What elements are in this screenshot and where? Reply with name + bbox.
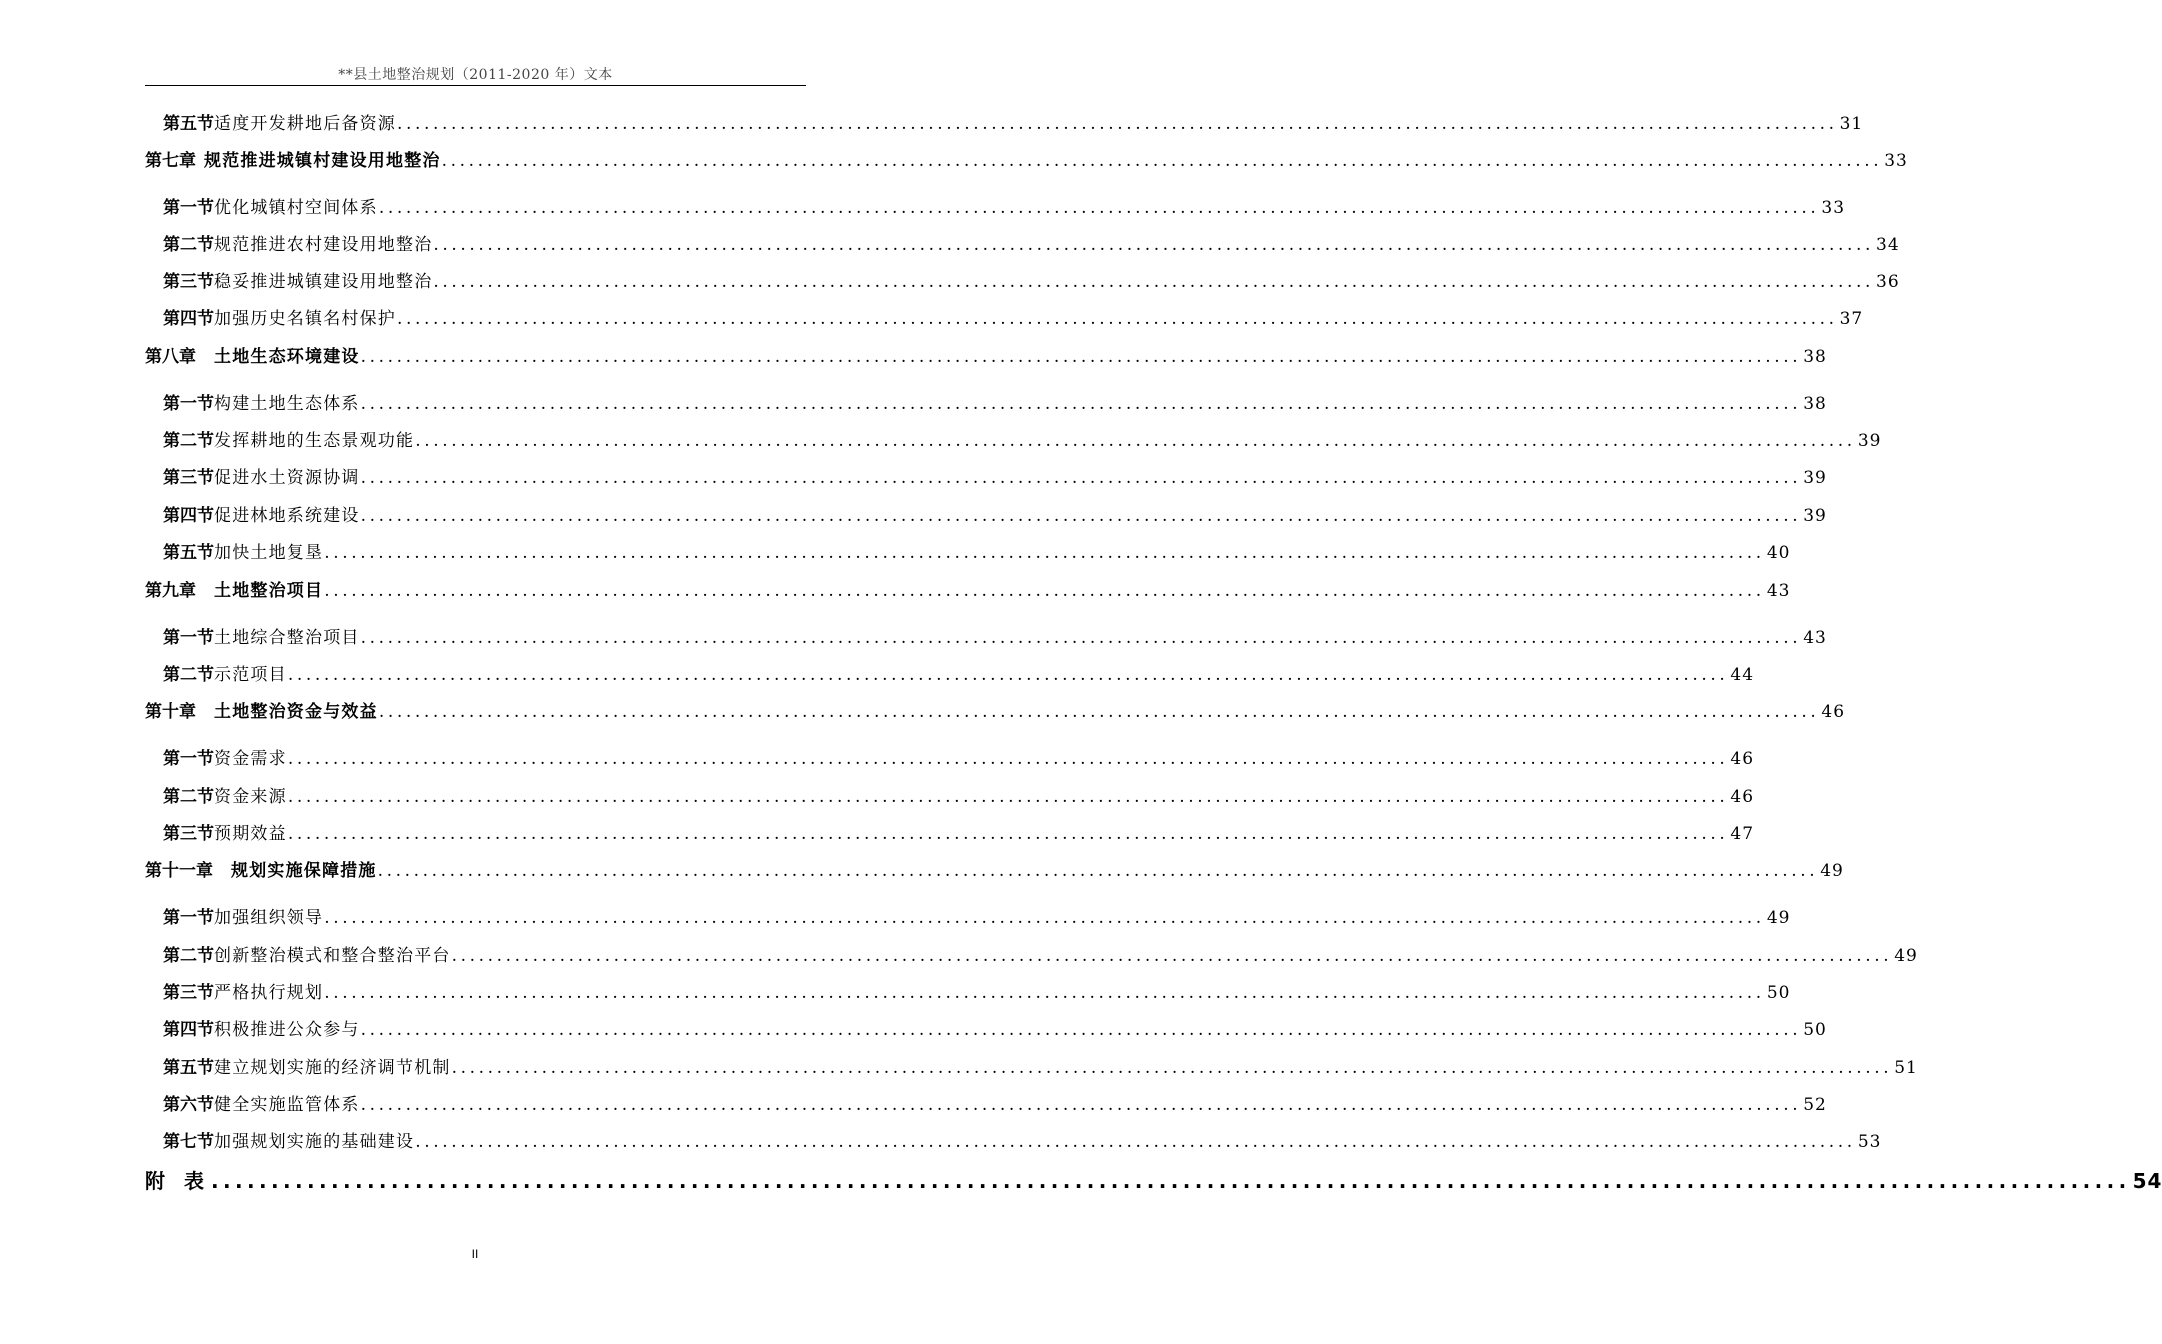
toc-entry-section[interactable] (163, 748, 1755, 770)
toc-entry-title: 资金需求 (214, 749, 287, 769)
toc-entry-label: 第五节 (163, 543, 214, 563)
toc-page-number: 46 (1730, 787, 1755, 807)
toc-dot-leader: ................................................................................................................................................................ (210, 1169, 2131, 1193)
toc-page-number: 38 (1803, 347, 1827, 367)
toc-dot-leader: ................................................................................................................................................................ (397, 114, 1838, 134)
toc-page-number: 54 (2132, 1169, 2162, 1193)
toc-entry-label: 第四节 (163, 309, 214, 329)
toc-entry-title: 附 表 (145, 1169, 210, 1193)
toc-page-number: 33 (1884, 151, 1908, 171)
toc-page-number: 50 (1803, 1020, 1827, 1040)
toc-entry-appendix[interactable] (145, 1168, 2162, 1194)
toc-entry-label: 第十章 (145, 702, 196, 722)
toc-entry-title: 土地综合整治项目 (214, 628, 360, 648)
toc-entry-chapter[interactable] (145, 150, 1908, 172)
toc-entry-title: 预期效益 (214, 824, 287, 844)
toc-entry-title: 稳妥推进城镇建设用地整治 (214, 272, 433, 292)
toc-dot-leader: ................................................................................................................................................................ (360, 628, 1802, 648)
toc-entry-title: 加快土地复垦 (214, 543, 324, 563)
toc-entry-title: 健全实施监管体系 (214, 1095, 360, 1115)
toc-entry-section[interactable] (163, 542, 1791, 564)
toc-entry-title: 加强历史名镇名村保护 (214, 309, 396, 329)
toc-entry-label: 第三节 (163, 983, 214, 1003)
toc-dot-leader: ................................................................................................................................................................ (397, 309, 1838, 329)
toc-dot-leader: ................................................................................................................................................................ (360, 506, 1802, 526)
toc-dot-leader: ................................................................................................................................................................ (360, 1020, 1802, 1040)
toc-dot-leader: ................................................................................................................................................................ (378, 198, 1820, 218)
toc-entry-chapter[interactable] (145, 860, 1844, 882)
toc-page-number: 33 (1821, 198, 1846, 218)
toc-entry-label: 第二节 (163, 665, 214, 685)
toc-entry-section[interactable] (163, 1131, 1882, 1153)
toc-entry-label: 第二节 (163, 787, 214, 807)
toc-page-number: 49 (1766, 908, 1791, 928)
toc-page-number: 39 (1803, 468, 1827, 488)
toc-entry-label: 第一节 (163, 628, 214, 648)
toc-entry-title: 建立规划实施的经济调节机制 (214, 1058, 451, 1078)
toc-entry-label: 第一节 (163, 749, 214, 769)
toc-page-number: 38 (1803, 394, 1827, 414)
toc-entry-chapter[interactable] (145, 701, 1846, 723)
toc-entry-label: 第七节 (163, 1132, 214, 1152)
toc-dot-leader: ................................................................................................................................................................ (287, 665, 1729, 685)
toc-entry-section[interactable] (163, 627, 1827, 649)
toc-entry-title: 严格执行规划 (214, 983, 324, 1003)
toc-entry-section[interactable] (163, 197, 1846, 219)
toc-entry-title: 促进林地系统建设 (214, 506, 360, 526)
toc-entry-chapter[interactable] (145, 580, 1791, 602)
toc-page-number: 34 (1876, 235, 1900, 255)
toc-page-number: 36 (1876, 272, 1900, 292)
toc-entry-title: 适度开发耕地后备资源 (214, 114, 396, 134)
toc-dot-leader: ................................................................................................................................................................ (360, 347, 1802, 367)
toc-dot-leader: ................................................................................................................................................................ (377, 861, 1819, 881)
toc-entry-title: 规范推进城镇村建设用地整治 (204, 151, 441, 171)
toc-entry-section[interactable] (163, 505, 1827, 527)
toc-entry-section[interactable] (163, 1057, 1918, 1079)
toc-entry-label: 第五节 (163, 114, 214, 134)
page-number: II (471, 1247, 479, 1261)
toc-entry-section[interactable] (163, 1019, 1827, 1041)
toc-page-number: 40 (1766, 543, 1791, 563)
toc-entry-section[interactable] (163, 467, 1827, 489)
toc-entry-label: 第六节 (163, 1095, 214, 1115)
toc-entry-title: 规划实施保障措施 (231, 861, 377, 881)
toc-entry-section[interactable] (163, 113, 1864, 135)
toc-entry-section[interactable] (163, 1094, 1827, 1116)
toc-entry-title: 土地整治资金与效益 (214, 702, 378, 722)
toc-page-number: 39 (1857, 431, 1882, 451)
toc-entry-title: 构建土地生态体系 (214, 394, 360, 414)
toc-dot-leader: ................................................................................................................................................................ (451, 1058, 1893, 1078)
toc-entry-label: 第三节 (163, 468, 214, 488)
toc-dot-leader: ................................................................................................................................................................ (415, 1132, 1856, 1152)
toc-dot-leader: ................................................................................................................................................................ (360, 468, 1802, 488)
toc-entry-label: 第五节 (163, 1058, 214, 1078)
toc-entry-title: 土地整治项目 (214, 581, 324, 601)
toc-entry-label: 第一节 (163, 198, 214, 218)
toc-entry-label: 第二节 (163, 235, 214, 255)
toc-dot-leader: ................................................................................................................................................................ (324, 581, 1765, 601)
toc-entry-label: 第二节 (163, 431, 214, 451)
toc-entry-label: 第三节 (163, 824, 214, 844)
toc-entry-section[interactable] (163, 664, 1755, 686)
toc-entry-label: 第二节 (163, 946, 214, 966)
toc-dot-leader: ................................................................................................................................................................ (378, 702, 1820, 722)
toc-dot-leader: ................................................................................................................................................................ (451, 946, 1893, 966)
toc-dot-leader: ................................................................................................................................................................ (287, 787, 1729, 807)
toc-entry-label: 第四节 (163, 1020, 214, 1040)
toc-entry-label: 第一节 (163, 908, 214, 928)
toc-page-number: 53 (1857, 1132, 1882, 1152)
toc-page-number: 47 (1730, 824, 1755, 844)
toc-entry-section[interactable] (163, 308, 1864, 330)
toc-entry-title: 资金来源 (214, 787, 287, 807)
toc-dot-leader: ................................................................................................................................................................ (433, 272, 1875, 292)
toc-entry-section[interactable] (163, 271, 1900, 293)
toc-entry-title: 发挥耕地的生态景观功能 (214, 431, 415, 451)
toc-entry-title: 促进水土资源协调 (214, 468, 360, 488)
toc-page-number: 50 (1766, 983, 1791, 1003)
toc-entry-title: 规范推进农村建设用地整治 (214, 235, 433, 255)
toc-dot-leader: ................................................................................................................................................................ (324, 908, 1765, 928)
toc-entry-section[interactable] (163, 430, 1882, 452)
toc-entry-chapter[interactable] (145, 346, 1827, 368)
toc-page-number: 46 (1730, 749, 1755, 769)
toc-entry-section[interactable] (163, 907, 1791, 929)
toc-entry-title: 积极推进公众参与 (214, 1020, 360, 1040)
toc-entry-title: 加强规划实施的基础建设 (214, 1132, 415, 1152)
toc-dot-leader: ................................................................................................................................................................ (287, 824, 1729, 844)
toc-entry-title: 土地生态环境建设 (214, 347, 360, 367)
toc-entry-section[interactable] (163, 786, 1755, 808)
toc-entry-section[interactable] (163, 945, 1918, 967)
toc-page-number: 31 (1839, 114, 1864, 134)
toc-entry-title: 加强组织领导 (214, 908, 324, 928)
toc-entry-title: 示范项目 (214, 665, 287, 685)
toc-dot-leader: ................................................................................................................................................................ (441, 151, 1883, 171)
toc-page-number: 49 (1894, 946, 1918, 966)
toc-entry-label: 第四节 (163, 506, 214, 526)
toc-dot-leader: ................................................................................................................................................................ (324, 543, 1765, 563)
toc-entry-section[interactable] (163, 393, 1827, 415)
toc-page-number: 43 (1803, 628, 1827, 648)
toc-page-number: 43 (1766, 581, 1791, 601)
header-divider (145, 85, 806, 86)
toc-page-number: 46 (1821, 702, 1846, 722)
toc-page-number: 49 (1820, 861, 1844, 881)
toc-entry-title: 优化城镇村空间体系 (214, 198, 378, 218)
toc-page-number: 44 (1730, 665, 1755, 685)
toc-dot-leader: ................................................................................................................................................................ (287, 749, 1729, 769)
toc-entry-section[interactable] (163, 982, 1791, 1004)
toc-entry-section[interactable] (163, 234, 1900, 256)
toc-entry-label: 第十一章 (145, 861, 213, 881)
toc-entry-label: 第八章 (145, 347, 196, 367)
toc-entry-label: 第九章 (145, 581, 196, 601)
toc-entry-label: 第三节 (163, 272, 214, 292)
toc-dot-leader: ................................................................................................................................................................ (324, 983, 1765, 1003)
toc-page-number: 51 (1894, 1058, 1918, 1078)
toc-dot-leader: ................................................................................................................................................................ (433, 235, 1875, 255)
toc-page-number: 39 (1803, 506, 1827, 526)
toc-page-number: 52 (1803, 1095, 1827, 1115)
toc-dot-leader: ................................................................................................................................................................ (360, 1095, 1802, 1115)
toc-entry-title: 创新整治模式和整合整治平台 (214, 946, 451, 966)
toc-entry-section[interactable] (163, 823, 1755, 845)
page-header: **县土地整治规划（2011-2020 年）文本 (338, 67, 613, 83)
toc-entry-label: 第七章 (145, 151, 196, 171)
toc-page-number: 37 (1839, 309, 1864, 329)
toc-entry-label: 第一节 (163, 394, 214, 414)
toc-dot-leader: ................................................................................................................................................................ (360, 394, 1802, 414)
toc-dot-leader: ................................................................................................................................................................ (415, 431, 1856, 451)
